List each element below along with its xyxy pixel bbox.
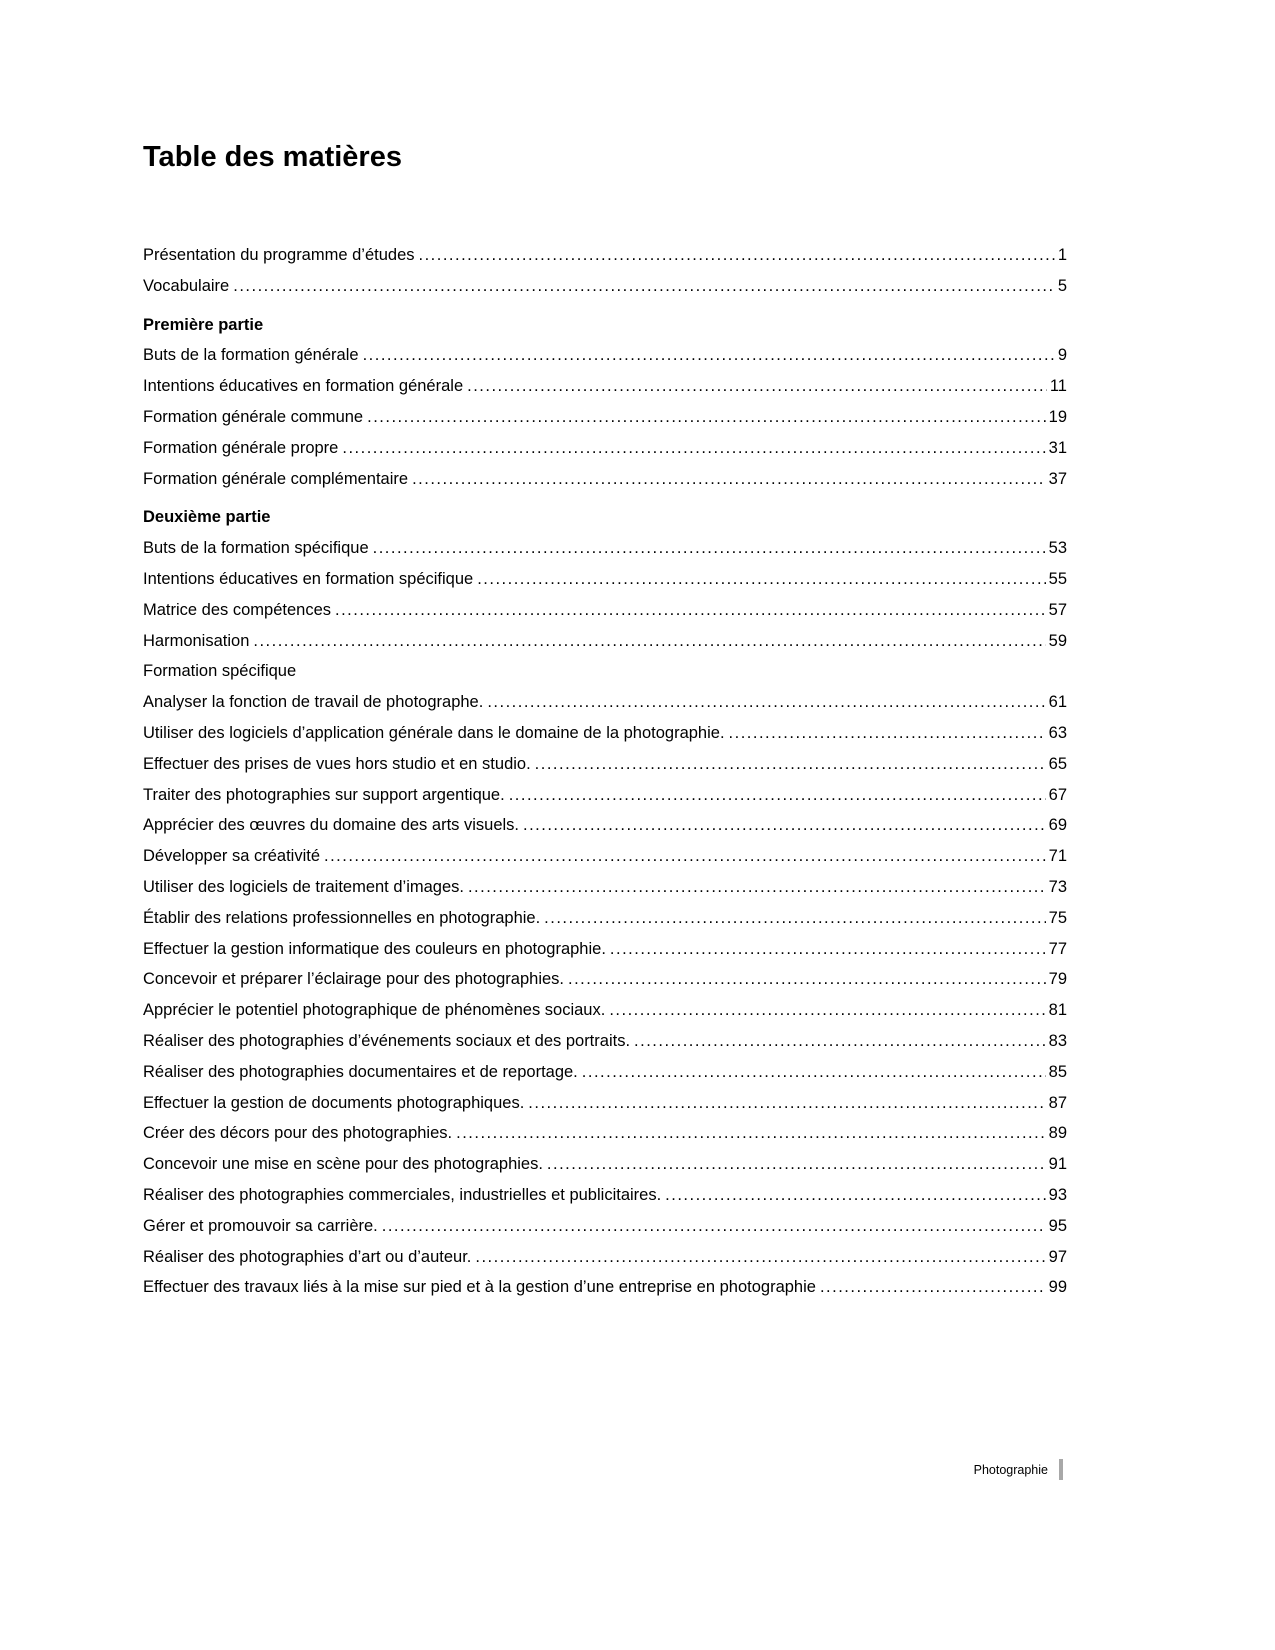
toc-entry-label: Apprécier le potentiel photographique de phénomènes sociaux.	[143, 1001, 606, 1020]
toc-page-number: 57	[1048, 600, 1067, 619]
toc-dot-leader	[729, 718, 1046, 749]
toc-entry-label: Harmonisation	[143, 631, 250, 650]
toc-entry-label: Matrice des compétences	[143, 600, 332, 619]
toc-entry	[143, 402, 1067, 433]
toc-page-number: 37	[1048, 469, 1067, 488]
toc-entry	[143, 240, 1067, 271]
toc-page-number: 59	[1048, 631, 1067, 650]
toc-entry	[143, 964, 1067, 995]
toc-page-number: 81	[1048, 1001, 1067, 1020]
toc-page-number: 89	[1048, 1124, 1067, 1143]
toc-dot-leader	[382, 1211, 1046, 1242]
toc-page-number: 5	[1057, 276, 1067, 295]
footer-bar	[1059, 1459, 1063, 1480]
toc-page-number: 19	[1048, 407, 1067, 426]
toc-dot-leader	[523, 810, 1046, 841]
toc-dot-leader	[609, 995, 1045, 1026]
toc-entry-label: Deuxième partie	[143, 508, 271, 527]
toc-dot-leader	[535, 749, 1046, 780]
toc-entry	[143, 934, 1067, 965]
toc-entry	[143, 340, 1067, 371]
toc-entry	[143, 810, 1067, 841]
toc-entry	[143, 1272, 1067, 1303]
toc-entry-label: Utiliser des logiciels d’application générale dans le domaine de la photographie.	[143, 723, 725, 742]
toc-entry	[143, 718, 1067, 749]
toc-dot-leader	[547, 1149, 1046, 1180]
toc-entry-label: Formation générale complémentaire	[143, 469, 409, 488]
toc-page-number: 99	[1048, 1278, 1067, 1297]
toc-dot-leader	[634, 1026, 1046, 1057]
toc-dot-leader	[324, 841, 1046, 872]
toc-entry	[143, 1242, 1067, 1273]
toc-page-number: 71	[1048, 847, 1067, 866]
toc-entry	[143, 1180, 1067, 1211]
toc-entry-label: Créer des décors pour des photographies.	[143, 1124, 453, 1143]
toc-dot-leader	[610, 934, 1046, 965]
toc-dot-leader	[475, 1242, 1045, 1273]
toc-entry-label: Vocabulaire	[143, 276, 230, 295]
toc-entry-label: Réaliser des photographies d’événements sociaux et des portraits.	[143, 1031, 631, 1050]
toc-dot-leader	[456, 1118, 1046, 1149]
toc-entry-label: Buts de la formation générale	[143, 346, 359, 365]
toc-page-number: 93	[1048, 1185, 1067, 1204]
toc-dot-leader	[467, 371, 1047, 402]
toc-entry	[143, 271, 1067, 302]
toc-entry-label: Établir des relations professionnelles en photographie.	[143, 908, 541, 927]
toc-entry	[143, 749, 1067, 780]
table-of-contents	[143, 240, 1067, 1303]
toc-dot-leader	[487, 687, 1045, 718]
toc-dot-leader	[582, 1057, 1046, 1088]
toc-entry	[143, 595, 1067, 626]
toc-entry	[143, 1211, 1067, 1242]
toc-entry	[143, 626, 1067, 657]
toc-entry	[143, 433, 1067, 464]
toc-entry-label: Développer sa créativité	[143, 847, 321, 866]
toc-entry-label: Présentation du programme d’études	[143, 246, 415, 264]
toc-page-number: 87	[1048, 1093, 1067, 1112]
toc-dot-leader	[373, 533, 1046, 564]
toc-entry	[143, 872, 1067, 903]
toc-entry-label: Réaliser des photographies documentaires et de reportage.	[143, 1062, 578, 1081]
toc-dot-leader	[363, 340, 1055, 371]
toc-entry-label: Formation générale propre	[143, 438, 339, 457]
toc-entry	[143, 780, 1067, 811]
toc-entry	[143, 533, 1067, 564]
toc-page-number: 53	[1048, 539, 1067, 558]
toc-entry	[143, 656, 1067, 687]
toc-dot-leader	[419, 240, 1055, 271]
toc-entry-label: Gérer et promouvoir sa carrière.	[143, 1216, 378, 1235]
toc-entry	[143, 1118, 1067, 1149]
toc-entry-label: Effectuer la gestion de documents photographiques.	[143, 1093, 525, 1112]
toc-section-heading	[143, 310, 1067, 341]
toc-page-number: 83	[1048, 1031, 1067, 1050]
toc-page-number: 91	[1048, 1155, 1067, 1174]
toc-entry-label: Réaliser des photographies commerciales, industrielles et publicitaires.	[143, 1185, 662, 1204]
toc-entry	[143, 1088, 1067, 1119]
toc-page-number: 73	[1048, 877, 1067, 896]
toc-dot-leader	[509, 780, 1046, 811]
toc-page-number: 97	[1048, 1247, 1067, 1266]
toc-entry-label: Utiliser des logiciels de traitement d’images.	[143, 877, 464, 896]
toc-dot-leader	[665, 1180, 1045, 1211]
toc-entry-label: Effectuer des prises de vues hors studio et en studio.	[143, 754, 531, 773]
toc-dot-leader	[367, 402, 1046, 433]
toc-entry-label: Traiter des photographies sur support argentique.	[143, 785, 505, 804]
toc-dot-leader	[820, 1272, 1046, 1303]
toc-entry-label: Effectuer la gestion informatique des couleurs en photographie.	[143, 939, 606, 958]
toc-page-number: 69	[1048, 816, 1067, 835]
toc-dot-leader	[335, 595, 1046, 626]
footer-document-name: Photographie	[973, 1462, 1048, 1477]
toc-page-number: 79	[1048, 970, 1067, 989]
toc-page-number: 95	[1048, 1216, 1067, 1235]
toc-page-number: 9	[1057, 346, 1067, 365]
page-footer	[0, 1459, 1063, 1480]
toc-dot-leader	[233, 271, 1055, 302]
toc-page-number: 11	[1049, 377, 1067, 396]
toc-page-number: 1	[1057, 246, 1067, 264]
toc-entry-label: Formation spécifique	[143, 662, 297, 681]
toc-dot-leader	[342, 433, 1045, 464]
toc-section-heading	[143, 502, 1067, 533]
toc-dot-leader	[253, 626, 1045, 657]
toc-page-number: 67	[1048, 785, 1067, 804]
toc-page-number: 55	[1048, 569, 1067, 588]
toc-entry	[143, 371, 1067, 402]
toc-entry-label: Apprécier des œuvres du domaine des arts visuels.	[143, 816, 520, 835]
toc-entry-label: Effectuer des travaux liés à la mise sur pied et à la gestion d’une entreprise en photographie	[143, 1278, 816, 1297]
toc-entry-label: Analyser la fonction de travail de photographe.	[143, 693, 484, 712]
toc-entry-label: Concevoir et préparer l’éclairage pour des photographies.	[143, 970, 564, 989]
toc-entry-label: Première partie	[143, 315, 264, 334]
toc-entry	[143, 464, 1067, 495]
toc-page-number: 61	[1048, 693, 1067, 712]
toc-entry	[143, 1057, 1067, 1088]
toc-dot-leader	[412, 464, 1046, 495]
toc-page-number: 75	[1048, 908, 1067, 927]
toc-page-number: 85	[1048, 1062, 1067, 1081]
toc-page-number: 77	[1048, 939, 1067, 958]
toc-entry	[143, 903, 1067, 934]
toc-entry	[143, 995, 1067, 1026]
toc-entry	[143, 1149, 1067, 1180]
toc-dot-leader	[528, 1088, 1045, 1119]
toc-dot-leader	[544, 903, 1045, 934]
toc-entry-label: Réaliser des photographies d’art ou d’auteur.	[143, 1247, 472, 1266]
toc-entry-label: Concevoir une mise en scène pour des photographies.	[143, 1155, 543, 1174]
toc-entry-label: Intentions éducatives en formation spécifique	[143, 569, 474, 588]
toc-page-number: 65	[1048, 754, 1067, 773]
toc-entry	[143, 687, 1067, 718]
toc-entry-label: Intentions éducatives en formation générale	[143, 377, 464, 396]
toc-entry-label: Formation générale commune	[143, 407, 364, 426]
toc-entry-label: Buts de la formation spécifique	[143, 539, 369, 558]
toc-dot-leader	[477, 564, 1045, 595]
toc-entry	[143, 564, 1067, 595]
toc-page-number: 63	[1048, 723, 1067, 742]
toc-dot-leader	[468, 872, 1046, 903]
toc-entry	[143, 1026, 1067, 1057]
toc-page-number: 31	[1048, 438, 1067, 457]
toc-entry	[143, 841, 1067, 872]
page-title: Table des matières	[143, 141, 402, 173]
toc-dot-leader	[568, 964, 1046, 995]
